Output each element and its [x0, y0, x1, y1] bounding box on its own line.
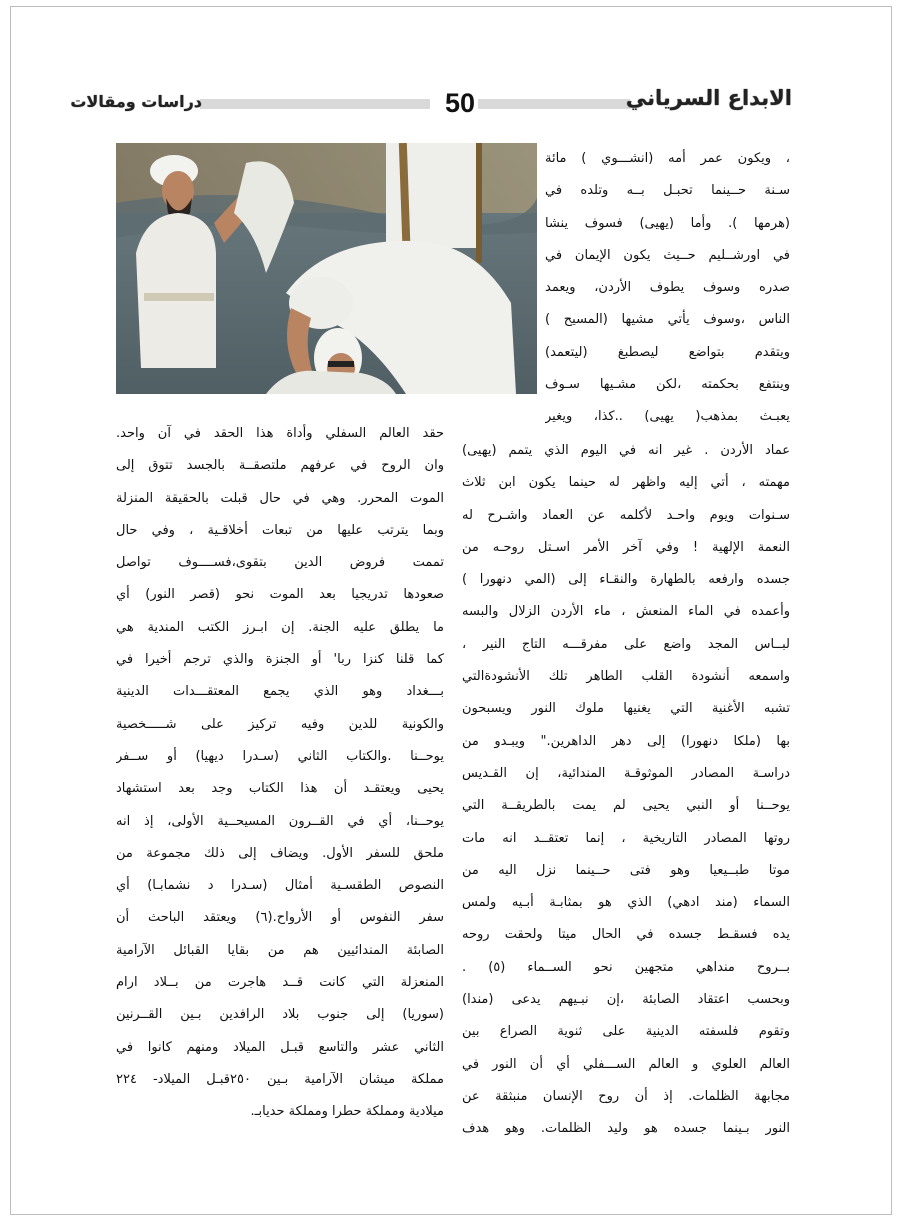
text-line: دراسـة المصادر الموثوقـة المندائية، إن القـديس — [462, 765, 790, 781]
text-line: مملكة ميشان الآرامية بـين ٢٥٠قبـل الميلاد- ٢٢٤ — [116, 1071, 444, 1087]
text-line: وينتفع بحكمته ،لكن مشـيها سـوف — [545, 377, 790, 393]
text-line: موتا طبــيعيا وهو فتى حــينما نزل اليه من — [462, 862, 790, 878]
header-bar-left — [200, 99, 430, 109]
text-line: النصوص الطقسـية أمثال (سـدرا د نشمابـا) أي — [116, 878, 444, 894]
text-line: حقد العالم السفلي وأداة هذا الحقد في آن واحد. — [116, 426, 444, 441]
text-line: ما يطلق عليه الجنة. إن ابـرز الكتب المندية هي — [116, 619, 444, 635]
text-line: ملحق للسفر الأول. ويضاف إلى ذلك مجموعة من — [116, 845, 444, 861]
magazine-title: الابداع السرياني — [625, 86, 792, 110]
text-line: بها (ملكا دنهورا) إلى دهر الداهرين." ويبـدو من — [462, 733, 790, 749]
right-column-top — [545, 143, 790, 434]
text-line: في اورشــليم حــيث يكون الإيمان في — [545, 247, 790, 263]
text-line: صدره وسوف يطوف الأردن، ويعمد — [545, 280, 790, 296]
text-line: المنعزلة التي كانت قــد هاجرت من بــلاد ارام — [116, 975, 444, 991]
text-line: وأعمده في الماء المنعش ، ماء الأردن الزلال والبسه — [462, 604, 790, 620]
text-line: السماء (مند ادهي) الذي هو بمثابـة أبـيه ولمس — [462, 895, 790, 911]
text-line: كما قلنا كنزا ربا' أو الجنزة والذي ترجم أخيرا في — [116, 652, 444, 668]
text-line: الثاني عشر والتاسع قبـل الميلاد ومنهم كانوا في — [116, 1039, 444, 1055]
text-line: سـنوات ويوم واحـد لأكلمه عن العماد واشـرح له — [462, 507, 790, 523]
text-line: يوحــنا .والكتاب الثاني (سـدرا ديهيا) أو ســفر — [116, 748, 444, 764]
text-line: يوحــنا، أي في القــرون المسيحــية الأولى، إذ انه — [116, 813, 444, 829]
text-line: النعمة الإلهية ! وفي آخر الأمر اسـتل روحـه من — [462, 539, 790, 555]
text-line: النور بـينما جسده هو وليد الظلمات. وهو هدف — [462, 1121, 790, 1137]
text-line: يوحــنا أو النبي يحيى لم يمت بالطريقــة التي — [462, 798, 790, 814]
text-line: عماد الأردن . غير انه في اليوم الذي يتمم (يهيى) — [462, 443, 790, 458]
header-bar-right — [478, 99, 630, 109]
text-line: ، ويكون عمر أمه (انشـــوي ) مائة — [545, 151, 790, 166]
baptism-photo — [116, 143, 537, 394]
page-number: 50 — [444, 88, 476, 118]
text-line: (سوريا) إلى جنوب بلاد الرافدين بـين القــرنين — [116, 1007, 444, 1023]
text-line: تشبه الأغنية التي يغنيها ملوك النور ويسبحون — [462, 701, 790, 717]
text-line: (هرمها ). وأما (يهيى) فسوف ينشا — [545, 215, 790, 231]
text-line: الصابئة المندائيين هم من بقايا القبائل الآرامية — [116, 942, 444, 958]
text-line: مجابهة الظلمات. إذ أن روح الإنسان منبثقة عن — [462, 1088, 790, 1104]
text-line: بــروح منداهي متجهين نحو الســماء (٥) . — [462, 959, 790, 975]
text-line: لبــاس المجد واضع على مفرقـــه التاج النير ، — [462, 636, 790, 652]
text-line: الناس ،وسوف يأتي مشيها (المسيح ) — [545, 312, 790, 328]
text-line: الموت المحرر. وهي في حال قبلت بالحقيقة المنزلة — [116, 490, 444, 506]
section-title: دراسات ومقالات — [70, 92, 202, 111]
text-line: مهمته ، أتي إليه واظهر له حينما يكون ابن ثلاث — [462, 475, 790, 491]
text-line: سـنة حــينما تحبـل بــه وتلده في — [545, 183, 790, 199]
text-line: جسده وارفعه بالطهارة والنقـاء إلى (المي دنهورا ) — [462, 572, 790, 588]
text-line: يعبـث بمذهب( يهيى) ..كذا، ويغير — [545, 409, 790, 425]
text-line: تممت فروض الدين بتقوى،فســــوف تواصل — [116, 555, 444, 571]
text-line: روتها المصادر التاريخية ، إنما تعتقــد انه مات — [462, 830, 790, 846]
left-column — [116, 418, 444, 1129]
text-line: وتقوم فلسفته الدينية على ثنوية الصراع بين — [462, 1024, 790, 1040]
text-line: سفر النفوس أو الأرواح.(٦) ويعتقد الباحث أن — [116, 910, 444, 926]
text-line: صعودها تدريجيا بعد الموت نحو (قصر النور) أي — [116, 587, 444, 603]
text-line: ويتقدم بتواضع ليصطبغ (ليتعمد) — [545, 344, 790, 360]
right-column-bottom — [462, 435, 790, 1146]
text-line: ميلادية ومملكة حطرا ومملكة حديابـ. — [250, 1104, 444, 1120]
text-line: وان الروح في عرفهم ملتصقــة بالجسد تتوق إلى — [116, 458, 444, 474]
text-line: العالم العلوي و العالم الســـفلي أي أن النور في — [462, 1056, 790, 1072]
text-line: وبحسب اعتقاد الصابئة ،إن نبـيهم يدعى (مندا) — [462, 992, 790, 1008]
text-line: والكونية للدين وفيه تركيز على شـــــخصية — [116, 716, 444, 732]
text-line: بـــغداد وهو الذي يجمع المعتقـــدات الدينية — [116, 684, 444, 700]
text-line: يده فسقـط جسده في الحال ميتا ولحقت روحه — [462, 927, 790, 943]
text-line: يحيى ويعتقـد أن هذا الكتاب وجد بعد استشهاد — [116, 781, 444, 797]
page-header — [0, 84, 904, 124]
text-line: واسمعه أنشودة القلب الطاهر تلك الأنشودةالتي — [462, 669, 790, 685]
text-line: وبما يترتب عليها من تبعات أخلاقـية ، وفي حال — [116, 522, 444, 538]
